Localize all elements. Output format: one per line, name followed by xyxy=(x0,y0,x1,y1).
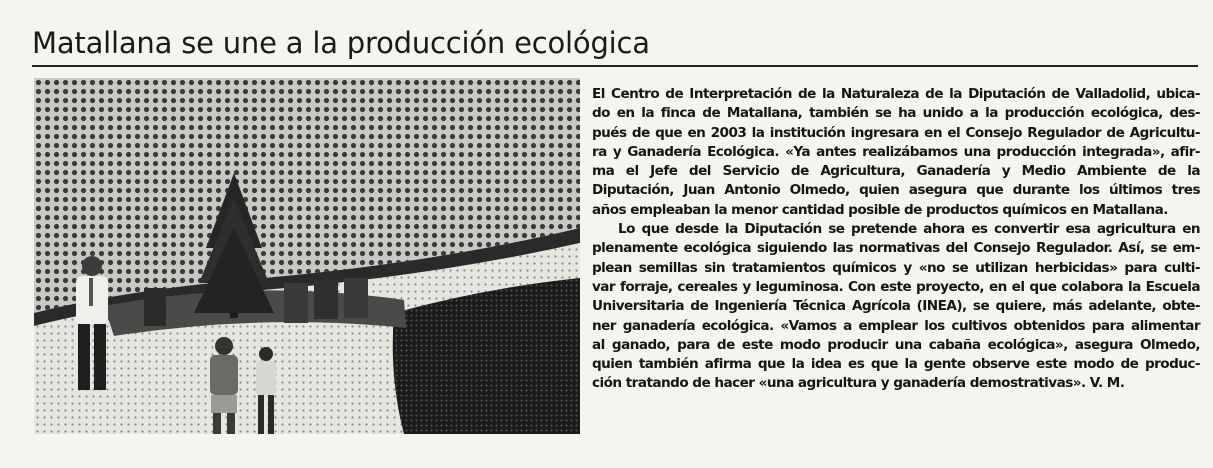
text-line: años empleaban la menor cantidad posible de productos químicos en Matallana. xyxy=(592,201,1168,218)
text-line: Lo que desde la Diputación se pretende ahora es convertir esa agricultura en xyxy=(618,221,1200,238)
text-line: do en la finca de Matallana, también se ha unido a la producción ecológica, des- xyxy=(592,105,1200,122)
text-line: quien también afirma que la idea es que la gente observe este modo de produc- xyxy=(592,356,1200,373)
text-line: ción tratando de hacer «una agricultura y ganadería demostrativas». V. M. xyxy=(592,375,1125,392)
text-line: El Centro de Interpretación de la Naturaleza de la Diputación de Valladolid, ubica- xyxy=(592,86,1200,102)
article-body xyxy=(592,85,1200,394)
paragraph-2 xyxy=(592,220,1200,394)
headline: Matallana se une a la producción ecológica xyxy=(32,26,650,60)
headline-rule xyxy=(32,65,1198,67)
paragraph-1 xyxy=(592,85,1200,220)
text-line: plean semillas sin tratamientos químicos y «no se utilizan herbicidas» para culti- xyxy=(592,259,1200,276)
text-line: Diputación, Juan Antonio Olmedo, quien asegura que durante los últimos tres xyxy=(592,182,1200,199)
text-line: pués de que en 2003 la institución ingresara en el Consejo Regulador de Agricultu- xyxy=(592,124,1200,141)
text-line: Universitaria de Ingeniería Técnica Agrícola (INEA), se quiere, más adelante, obte- xyxy=(592,298,1200,315)
text-line: ner ganadería ecológica. «Vamos a emplear los cultivos obtenidos para alimentar xyxy=(592,317,1200,334)
article-photo xyxy=(34,78,580,434)
text-line: var forraje, cereales y leguminosa. Con este proyecto, en el que colabora la Escuela xyxy=(592,278,1200,295)
text-line: al ganado, para de este modo producir una cabaña ecológica», asegura Olmedo, xyxy=(592,336,1200,353)
text-line: plenamente ecológica siguiendo las normativas del Consejo Regulador. Así, se em- xyxy=(592,240,1200,257)
text-line: ma el Jefe del Servicio de Agricultura, Ganadería y Medio Ambiente de la xyxy=(592,163,1200,180)
text-line: ra y Ganadería Ecológica. «Ya antes realizábamos una producción integrada», afir- xyxy=(592,143,1200,160)
